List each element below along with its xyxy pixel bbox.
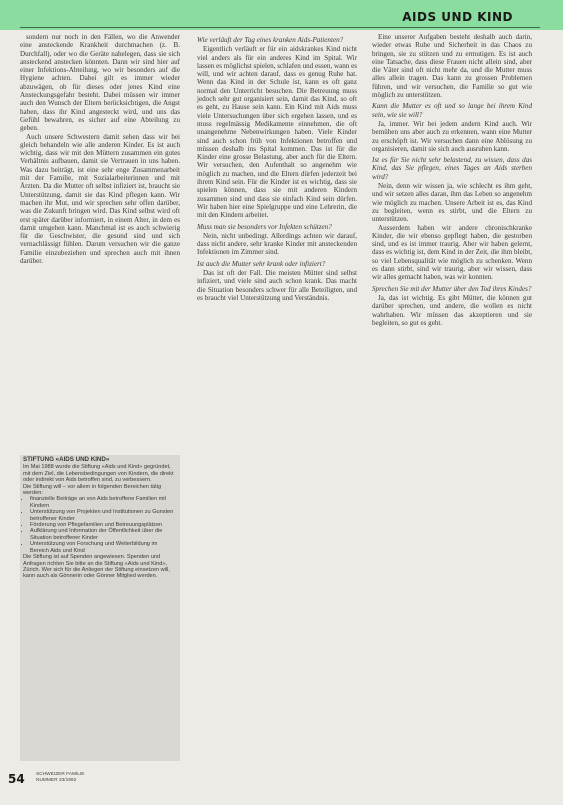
interview-question: Sprechen Sie mit der Mutter über den Tod ihres Kindes? [372,284,532,293]
info-box-goals-label: Die Stiftung will – vor allem in folgenden Bereichen tätig werden: [23,483,162,497]
paragraph: Nein, denn wir wissen ja, wie schlecht es ihm geht, und wir setzen alles daran, ihm das Leben so angenehm wie möglich zu machen. Unsere Arbeit ist es, das Kind zu begleiten, wenn es stirbt, und die Eltern zu unterstützen. [372,182,532,224]
paragraph: sondern nur noch in den Fällen, wo die Anwender eine ansteckende Krankheit durchmachen (z. B. Durchfall), oder wo die Geräte nahelegen, dass sie sich ansteckend anstecken könnten. Dann wir sind hier auf einer Infektions-Abteilung, wo wir besonders auf die Hygiene achten. Dabei gilt es immer wieder abzuwägen, ob für dieses oder jenes Kind eine Ansteckungsgefahr besteht. Dabei müssen wir immer auch den Wunsch der Eltern berücksichtigen, die Angst haben, dass ihr Kind angesteckt wird, und uns das Gefühl bewahren, es sicher auf eine Abteilung zu geben. [20,33,180,133]
paragraph: Ausserdem haben wir andere chronischkranke Kinder, die wir ebenso gepflegt haben, die gestorben sind, und es ist immer traurig. Aber wir haben gelernt, dass es wichtig ist, dem Kind in der Zeit, die ihm bleibt, so viel Lebensqualität wie möglich zu schenken. Wenn es dann stirbt, sind wir traurig, aber wir wissen, dass wir alles gemacht haben, was wir konnten. [372,223,532,282]
list-item: • Unterstützung von Projekten und Institutionen zu Gunsten betroffener Kinder [30,509,177,522]
section-title: AIDS UND KIND [402,10,513,24]
paragraph: Das ist oft der Fall. Die meisten Mütter sind selbst infiziert, und viele sind auch schon krank. Das macht die Situation besonders schwer für alle Beteiligten, und es braucht viel Unterstützung und Verständnis. [197,269,357,302]
paragraph: Ja, das ist wichtig. Es gibt Mütter, die können gut darüber sprechen, und andere, die wollen es nicht wahrhaben. Wir müssen das akzeptieren und sie begleiten, so gut es geht. [372,293,532,327]
info-box-intro: Im Mai 1988 wurde die Stiftung «Aids und Kind» gegründet, mit dem Ziel, die Lebensbedingungen von Kindern, die direkt oder indirekt von Aids betroffen sind, zu verbessern. [23,464,174,484]
list-item: • finanzielle Beiträge an von Aids betroffene Familien mit Kindern [30,496,177,509]
paragraph: Nein, nicht unbedingt. Allerdings achten wir darauf, dass nicht andere, sehr kranke Kinder mit ansteckenden Infektionen im Zimmer sind. [197,231,357,257]
article-column-1 [20,33,180,265]
list-item: • Aufklärung und Information der Öffentlichkeit über die Situation betroffener Kinder [30,528,177,541]
info-box-outro: Die Stiftung ist auf Spenden angewiesen. Spenden und Anfragen richten Sie bitte an die Stiftung «Aids und Kind», Zürich. Wer sich für die Anliegen der Stiftung einsetzen will, kann auch als Gönnerin oder Gönner Mitglied werden. [23,554,170,580]
info-box-title: STIFTUNG «AIDS UND KIND» [23,456,110,463]
interview-question: Wie verläuft der Tag eines kranken Aids-Patienten? [197,36,344,44]
paragraph: Auch unsere Schwestern damit sehen dass wir bei gleich behandeln wie alle anderen Kinder. Es ist auch wichtig, dass wir mit den Müttern zusammen ein gutes Verhältnis aufbauen, damit sie Vertrauen in uns haben. Was dazu beiträgt, ist eine sehr enge Zusammenarbeit mit der Familie, mit Sozialarbeiterinnen und mit Ärzten. Da die Mutter oft selbst infiziert ist, braucht sie Unterstützung, damit sie das Kind pflegen kann. Wir machen ihr Mut, und wir sprechen sehr offen darüber, was die Zukunft bringen wird. Das Kind selbst wird oft erst später darüber informiert, in einem Alter, in dem es damit umgehen kann. Manchmal ist es auch schwierig für die Geschwister, die gesund sind und sich vernachlässigt fühlen. Darum versuchen wir die ganze Familie einzubeziehen und sprechen auch mit ihnen darüber. [20,132,180,266]
list-item: • Förderung von Pflegefamilien und Betreuungsplätzen [30,522,177,528]
foundation-info-box [20,455,180,761]
article-column-2 [197,33,357,302]
interview-question: Kann die Mutter es oft und so lange bei ihrem Kind sein, wie sie will? [372,102,532,119]
article-column-3 [372,33,532,327]
interview-question: Ist auch die Mutter sehr krank oder infiziert? [197,259,326,268]
paragraph: Eigentlich verläuft er für ein aidskrankes Kind nicht viel anders als für ein anderes Kind im Spital. Wir lassen es möglichst spielen, schlafen und essen, wann es will, und wir achten darauf, dass es genug Ruhe hat. Wenn das Kind in der Schule ist, kann es oft ganz normal den Unterricht besuchen. Die Betreuung muss jedoch sehr gut organisiert sein, damit das Kind, so oft es geht, zu Hause sein kann. Ein Kind mit Aids muss viele Untersuchungen über sich ergehen lassen, und es muss regelmässig Medikamente einnehmen, die oft unangenehme Nebenwirkungen haben. Viele Kinder sind auch schon früh von Infektionen betroffen und müssen deshalb ins Spital kommen. Das ist für die Kinder eine grosse Belastung, aber auch für die Eltern. Wir versuchen, den Aufenthalt so angenehm wie möglich zu machen, und die Eltern dürfen jederzeit bei ihrem Kind sein. Für die Kinder ist es wichtig, dass sie spielen können, dass sie mit anderen Kindern zusammen sind und dass sie einfach Kind sein dürfen. Wir haben hier eine Spielgruppe und eine Lehrerin, die mit den Kindern arbeitet. [197,45,357,220]
header-rule [20,27,540,28]
paragraph: Eine unserer Aufgaben besteht deshalb auch darin, wieder etwas Ruhe und Sicherheit in das Chaos zu bringen, sie zu stützen und zu ermutigen. Es ist auch eine Tatsache, dass diese Frauen nicht allein sind, aber die Väter sind oft nicht mehr da, und die Mutter muss alles allein tragen. Das kann zu grossen Problemen führen, und wir versuchen, die Familie so gut wie möglich zu unterstützen. [372,33,532,100]
list-item: • Unterstützung von Forschung und Weiterbildung im Bereich Aids und Kind [30,541,177,554]
footer-line: NUMMER 33/1992 [36,777,77,783]
page-number: 54 [8,772,25,786]
paragraph: Ja, immer. Wir bei jedem andern Kind auch. Wir bemühen uns aber auch zu erkennen, wann eine Mutter zu erschöpft ist. Wir versuchen dann eine Ablösung zu organisieren, damit sie sich auch ausruhen kann. [372,119,532,153]
footer-publication-note [36,772,106,783]
interview-question: Ist es für Sie nicht sehr belastend, zu wissen, dass das Kind, das Sie pflegen, eines Tages an Aids sterben wird? [372,156,532,181]
footer-line: SCHWEIZER FAMILIE [36,772,85,777]
info-box-goals-list [23,496,177,554]
interview-question: Muss man sie besonders vor Infekten schützen? [197,222,332,231]
